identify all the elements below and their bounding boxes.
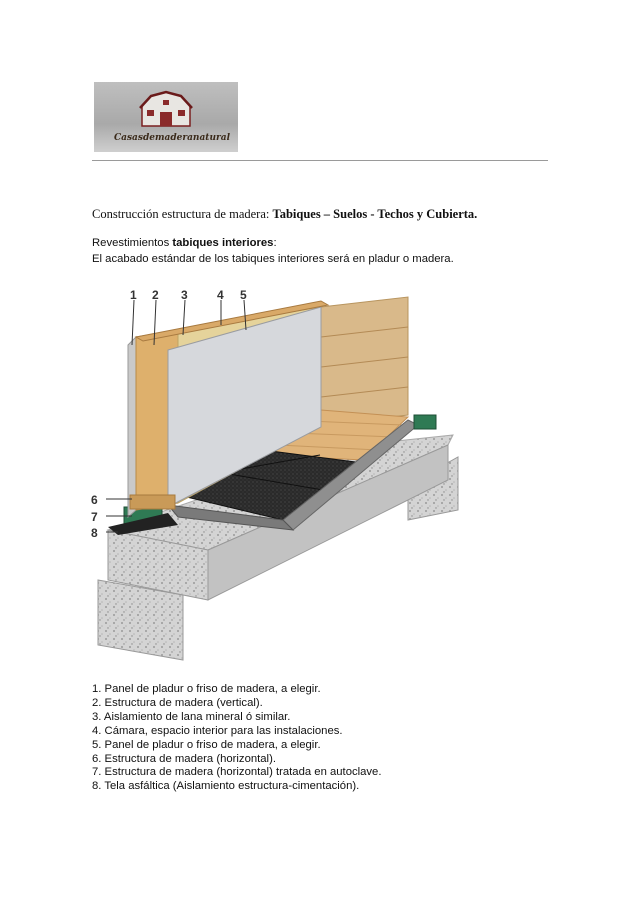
legend-item: 3. Aislamiento de lana mineral ó similar.	[92, 710, 291, 723]
header-divider	[92, 160, 548, 161]
treated-sleeper-right	[414, 415, 436, 429]
marker-8: 8	[91, 526, 98, 540]
marker-7: 7	[91, 510, 98, 524]
marker-3: 3	[181, 288, 188, 302]
wall-section-diagram	[88, 285, 468, 675]
wall-panel-1	[128, 337, 136, 517]
legend-item: 5. Panel de pladur o friso de madera, a elegir.	[92, 738, 321, 751]
legend-item: 7. Estructura de madera (horizontal) tratada en autoclave.	[92, 766, 382, 779]
marker-2: 2	[152, 288, 159, 302]
marker-6: 6	[91, 493, 98, 507]
marker-4: 4	[217, 288, 224, 302]
legend-item: 8. Tela asfáltica (Aislamiento estructura-cimentación).	[92, 780, 360, 793]
horizontal-beam	[130, 495, 175, 509]
marker-1: 1	[130, 288, 137, 302]
intro-label-prefix: Revestimientos	[92, 237, 173, 249]
company-logo	[94, 82, 238, 152]
intro-label-bold: tabiques interiores	[172, 237, 274, 249]
intro-label-suffix: :	[273, 237, 277, 249]
title-bold: Tabiques – Suelos - Techos y Cubierta.	[272, 207, 478, 221]
legend-item: 6. Estructura de madera (horizontal).	[92, 752, 276, 765]
legend-item: 1. Panel de pladur o friso de madera, a elegir.	[92, 683, 321, 695]
title-prefix: Construcción estructura de madera:	[92, 207, 273, 221]
intro-text: El acabado estándar de los tabiques interiores será en pladur o madera.	[92, 253, 454, 265]
logo-text: Casasdemaderanatural	[114, 133, 230, 143]
legend-list	[92, 683, 381, 794]
marker-5: 5	[240, 288, 247, 302]
intro-label	[92, 237, 277, 249]
page-title	[92, 207, 477, 222]
legend-item: 2. Estructura de madera (vertical).	[92, 696, 263, 709]
legend-item: 4. Cámara, espacio interior para las instalaciones.	[92, 724, 343, 737]
back-wall-panel	[321, 297, 408, 425]
